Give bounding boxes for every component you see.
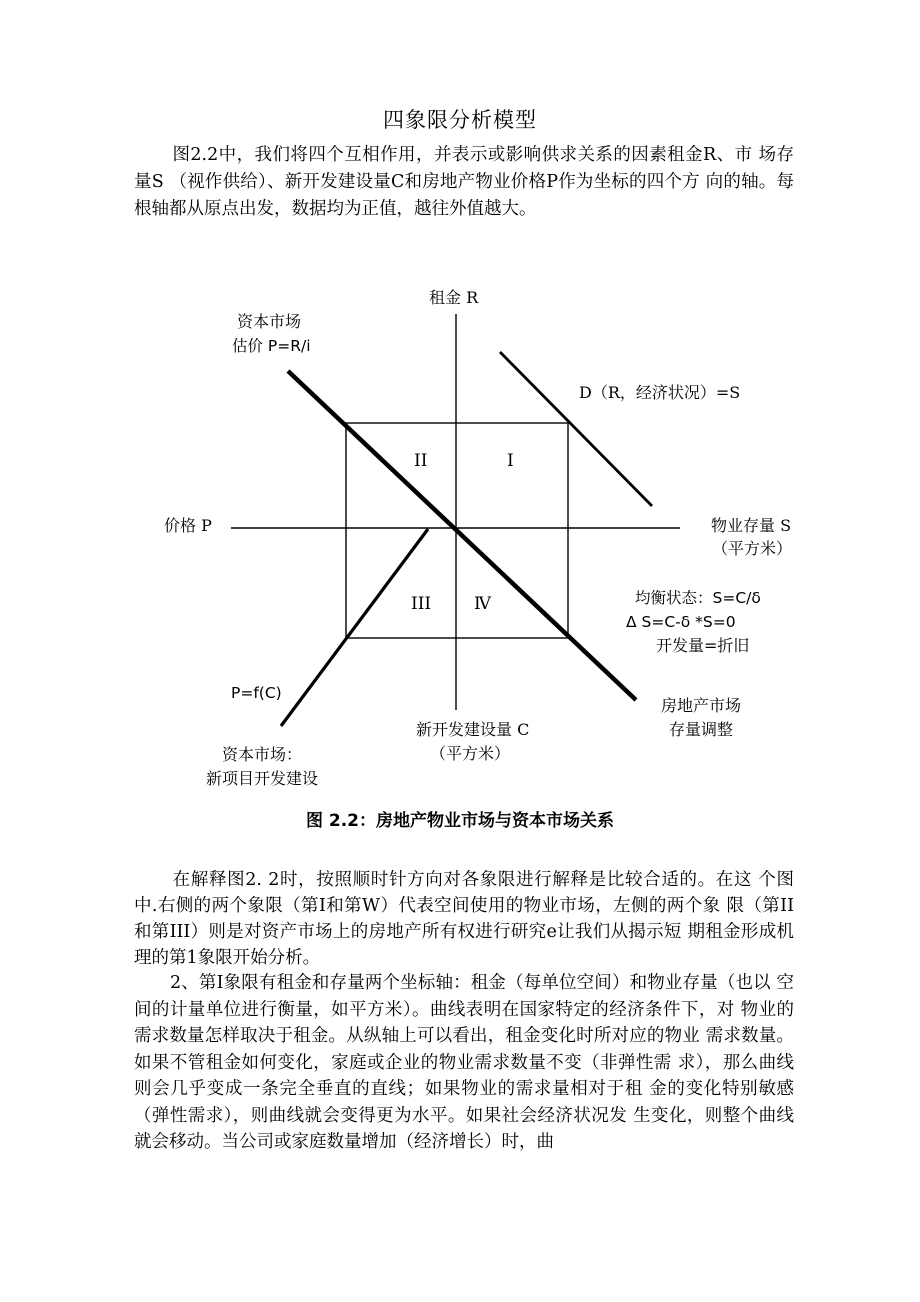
- demand-label: D（R，经济状况）=S: [579, 383, 741, 402]
- valuation-stock-adjustment-line: [288, 371, 636, 700]
- stock-adjustment-label-1: 房地产市场: [661, 696, 742, 715]
- paragraph-1-text: 在解释图2. 2时，按照顺时针方向对各象限进行解释是比较合适的。在这 个图中.右侧的两个象限（第I和第W）代表空间使用的物业市场，左侧的两个象 限（第II和第III）则是对资产市场上的房地产所有权进行研究e让我们从揭示短 期租金形成机理的第1象限开始分析。: [134, 870, 794, 968]
- quadrant-2-label: II: [414, 451, 428, 471]
- equilibrium-label-1: 均衡状态：S=C/δ: [635, 589, 761, 607]
- page-title: 四象限分析模型: [383, 108, 537, 132]
- capital-market-valuation-label-1: 资本市场: [237, 312, 302, 331]
- body-paragraph-1: [134, 867, 794, 971]
- capital-market-new-dev-label-1: 资本市场：: [222, 745, 303, 764]
- stock-axis-label-1: 物业存量 S: [711, 516, 792, 535]
- intro-text: 图2.2中，我们将四个互相作用，并表示或影响供求关系的因素租金R、市 场存量S （视作供给）、新开发建设量C和房地产物业价格P作为坐标的四个方 向的轴。每根轴都从原点出发，数据均为正值，越往外值越大。: [134, 145, 794, 219]
- quadrant-1-label: I: [507, 451, 514, 471]
- four-quadrant-figure: [0, 270, 920, 810]
- body-paragraph-2: [134, 970, 794, 1156]
- equilibrium-label-3: 开发量=折旧: [656, 636, 750, 655]
- quadrant-4-label: Ⅳ: [474, 594, 491, 614]
- demand-line: [500, 352, 652, 506]
- construction-axis-label-2: （平方米）: [430, 744, 511, 763]
- construction-function-line: [281, 529, 428, 726]
- price-axis-label: 价格 P: [164, 516, 212, 535]
- capital-market-valuation-label-2: 估价 P=R/i: [232, 337, 311, 355]
- construction-axis-label-1: 新开发建设量 C: [416, 720, 530, 739]
- figure-caption: 图 2.2：房地产物业市场与资本市场关系: [305, 811, 615, 831]
- construction-function-label: P=f(C): [231, 684, 282, 702]
- capital-market-new-dev-label-2: 新项目开发建设: [206, 769, 319, 788]
- rent-axis-label: 租金 R: [429, 288, 479, 307]
- intro-paragraph: [134, 142, 794, 223]
- stock-axis-label-2: （平方米）: [712, 539, 793, 558]
- paragraph-2-text: 2、第I象限有租金和存量两个坐标轴：租金（每单位空间）和物业存量（也以 空间的计量单位进行衡量，如平方米）。曲线表明在国家特定的经济条件下，对 物业的需求数量怎样取决于租金。从纵轴上可以看出，租金变化时所对应的物业 需求数量。如果不管租金如何变化，家庭或企业的物业需求数量不变（非弹性需 求），那么曲线则会几乎变成一条完全垂直的直线；如果物业的需求量相对于租 金的变化特别敏感（弹性需求），则曲线就会变得更为水平。如果社会经济状况发 生变化，则整个曲线就会移动。当公司或家庭数量增加（经济增长）时，曲: [134, 973, 794, 1152]
- quadrant-3-label: III: [411, 594, 432, 614]
- equilibrium-label-2: Δ S=C-δ *S=0: [626, 613, 736, 631]
- stock-adjustment-label-2: 存量调整: [669, 720, 734, 739]
